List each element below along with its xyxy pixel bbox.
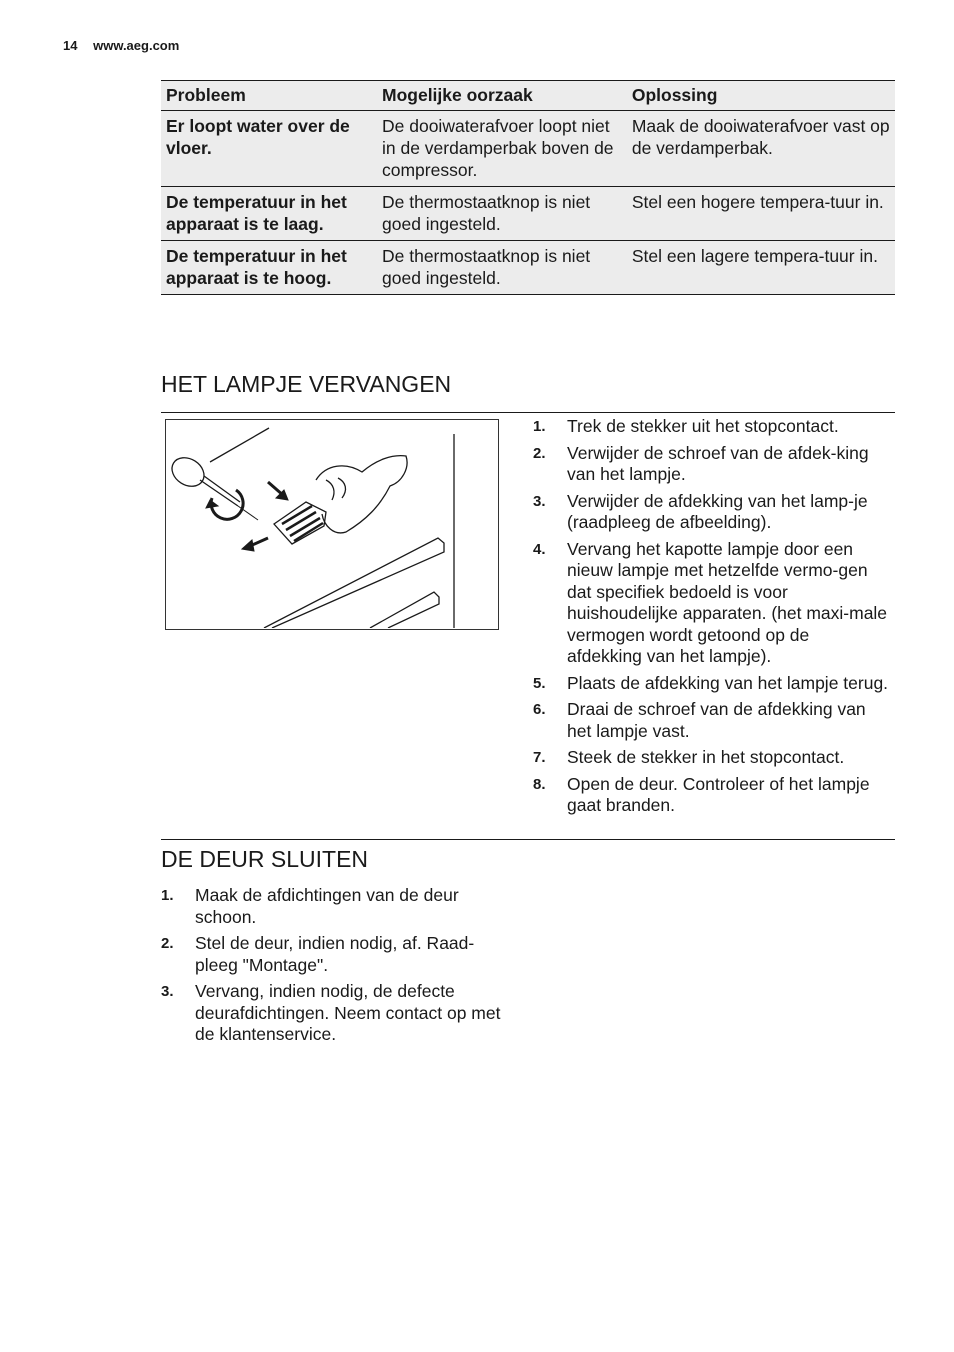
problem-cell: De temperatuur in het apparaat is te laag.	[161, 187, 377, 241]
step-text: Maak de afdichtingen van de deur schoon.	[195, 885, 459, 927]
list-item	[533, 443, 889, 486]
step-text: Verwijder de schroef van de afdek-king van het lampje.	[567, 442, 869, 484]
step-text: Plaats de afdekking van het lampje terug.	[567, 672, 889, 693]
step-text: Draai de schroef van de afdekking van het lampje vast.	[567, 699, 866, 741]
step-number: 1.	[533, 418, 546, 435]
column-header-cause: Mogelijke oorzaak	[377, 81, 627, 111]
step-number: 3.	[161, 983, 174, 1000]
step-text: Vervang het kapotte lampje door een nieuw lampje met hetzelfde vermo-gen dat specifiek bedoeld is voor huishoudelijke apparaten. (het maxi-male vermogen wordt getoond op de afdekking van het lampje).	[567, 538, 888, 666]
screwdriver-shaft	[200, 476, 240, 506]
section-title-lamp: HET LAMPJE VERVANGEN	[161, 371, 452, 397]
page-header	[63, 38, 179, 53]
step-text: Stel de deur, indien nodig, af. Raad-pleeg "Montage".	[195, 933, 475, 975]
table-row	[161, 111, 895, 187]
list-item	[533, 539, 889, 668]
column-header-problem: Probleem	[161, 81, 377, 111]
cause-cell: De thermostaatknop is niet goed ingesteld.	[377, 241, 627, 295]
section-divider	[161, 412, 895, 413]
step-number: 4.	[533, 540, 546, 558]
step-number: 1.	[161, 887, 174, 904]
section-title-door: DE DEUR SLUITEN	[161, 846, 369, 872]
step-text: Steek de stekker in het stopcontact.	[567, 747, 845, 767]
step-number: 3.	[533, 492, 546, 510]
cause-cell: De dooiwaterafvoer loopt niet in de verdamperbak boven de compressor.	[377, 111, 627, 187]
step-text: Open de deur. Controleer of het lampje gaat branden.	[567, 773, 870, 815]
step-number: 8.	[533, 775, 546, 793]
step-number: 2.	[161, 935, 174, 952]
step-number: 5.	[533, 674, 546, 692]
door-steps-list	[161, 885, 501, 1051]
list-item	[533, 416, 889, 438]
troubleshooting-table	[161, 80, 895, 295]
website-link[interactable]: www.aeg.com	[93, 38, 180, 53]
cause-cell: De thermostaatknop is niet goed ingesteld.	[377, 187, 627, 241]
hand-fingers	[326, 478, 345, 500]
lamp-steps-list	[533, 416, 889, 822]
solution-cell: Maak de dooiwaterafvoer vast op de verdamperbak.	[627, 111, 895, 187]
list-item	[161, 933, 501, 976]
lamp-cover-grille	[282, 506, 323, 541]
ceiling-line	[210, 428, 269, 462]
screwdriver-handle	[167, 452, 210, 492]
lamp-diagram-svg	[166, 420, 497, 628]
hand	[316, 456, 407, 533]
step-number: 2.	[533, 444, 546, 462]
rotate-arrow-head-icon	[206, 500, 218, 508]
problem-cell: De temperatuur in het apparaat is te hoog.	[161, 241, 377, 295]
table-row	[161, 241, 895, 295]
list-item	[533, 699, 889, 742]
list-item	[161, 981, 501, 1046]
solution-cell: Stel een lagere tempera-tuur in.	[627, 241, 895, 295]
step-number: 7.	[533, 749, 546, 766]
list-item	[533, 747, 889, 769]
step-text: Verwijder de afdekking van het lamp-je (raadpleeg de afbeelding).	[567, 490, 868, 532]
step-text: Vervang, indien nodig, de defecte deurafdichtingen. Neem contact op met de klantenservice.	[195, 981, 501, 1044]
solution-cell: Stel een hogere tempera-tuur in.	[627, 187, 895, 241]
list-item	[533, 673, 889, 695]
lamp-replacement-illustration	[165, 419, 499, 630]
problem-cell: Er loopt water over de vloer.	[161, 111, 377, 187]
list-item	[533, 491, 889, 534]
list-item	[161, 885, 501, 928]
arrow-head-icon	[242, 540, 254, 551]
page-number: 14	[63, 38, 78, 53]
column-header-solution: Oplossing	[627, 81, 895, 111]
step-text: Trek de stekker uit het stopcontact.	[567, 416, 839, 436]
table-header-row	[161, 81, 895, 111]
list-item	[533, 774, 889, 817]
section-divider	[161, 839, 895, 840]
table-row	[161, 187, 895, 241]
lower-shelf	[370, 592, 439, 628]
step-number: 6.	[533, 701, 546, 718]
